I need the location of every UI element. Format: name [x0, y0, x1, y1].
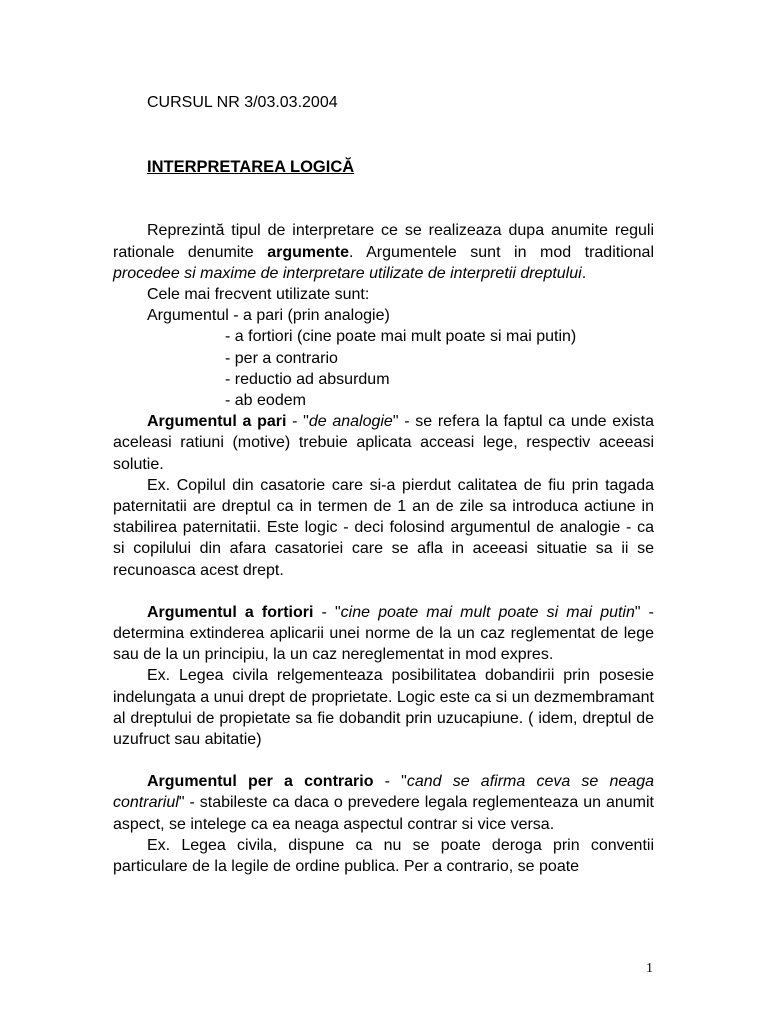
list-item: - per a contrario	[225, 349, 338, 367]
intro-paragraph: Reprezintă tipul de interpretare ce se realizeaza dupa anumite reguli rationale denumite argumente. Argumentele sunt in mod traditional procedee si maxime de interpretare utilizate de interpretii dreptului.	[113, 222, 654, 282]
list-intro: Cele mai frecvent utilizate sunt:	[147, 286, 370, 304]
list-item: - a fortiori (cine poate mai mult poate si mai putin)	[225, 328, 577, 346]
list-head: Argumentul - a pari (prin analogie)	[147, 307, 390, 325]
list-item: - ab eodem	[225, 392, 306, 410]
fortiori-paragraph: Argumentul a fortiori - "cine poate mai mult poate si mai putin" - determina extinderea aplicarii unei norme de la un caz reglementat de lege sau de la un principiu, la un caz nereglementat in mod expres.	[113, 603, 655, 664]
document-title: INTERPRETAREA LOGICĂ	[147, 158, 355, 177]
page-number: 1	[646, 961, 653, 976]
contrario-example: Ex. Legea civila, dispune ca nu se poate deroga prin conventii particulare de la legile de ordine publica. Per a contrario, se poate	[113, 836, 654, 876]
contrario-paragraph: Argumentul per a contrario - "cand se afirma ceva se neaga contrariul" - stabileste ca daca o prevedere legala reglementeaza un anumit aspect, se intelege ca ea neaga aspectul contrar si vice versa.	[113, 773, 654, 833]
fortiori-example: Ex. Legea civila relgementeaza posibilitatea dobandirii prin posesie indelungata a unui drept de proprietate. Logic este ca si un dezmembramant al dreptului de propietate sa fie dobandit prin uzucapiune. ( idem, dreptul de uzufruct sau abitatie)	[113, 667, 654, 749]
pari-paragraph: Argumentul a pari - "de analogie" - se refera la faptul ca unde exista aceleasi ratiuni (motive) trebuie aplicata acceasi lege, respectiv aceeasi solutie.	[113, 413, 654, 473]
course-line: CURSUL NR 3/03.03.2004	[147, 94, 338, 111]
list-item: - reductio ad absurdum	[225, 370, 390, 388]
pari-example: Ex. Copilul din casatorie care si-a pierdut calitatea de fiu prin tagada paternitatii are dreptul ca in termen de 1 an de zile sa introduca actiune in stabilirea paternitatii. Este logic - deci folosind argumentul de analogie - ca si copilului din afara casatoriei care se afla in aceeasi situatie sa ii se recunoasca acest drept.	[113, 476, 654, 579]
document-body	[113, 92, 654, 877]
